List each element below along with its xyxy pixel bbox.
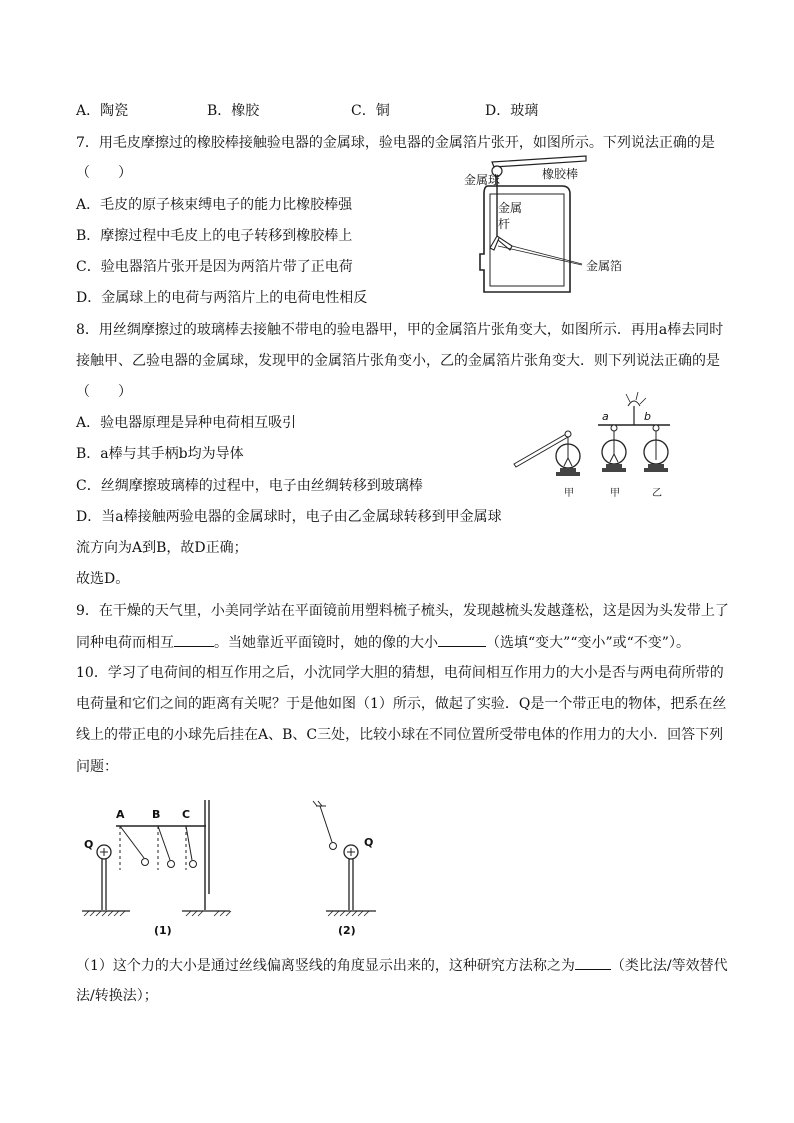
label-A: A <box>116 808 125 821</box>
q7-option-c: C．验电器箔片张开是因为两箔片带了正电荷 <box>76 259 353 275</box>
label-stem-2: 杆 <box>498 217 511 231</box>
q6-option-c: C．铜 <box>351 103 390 119</box>
label-B: B <box>152 808 161 821</box>
q9-blank-2[interactable] <box>438 632 486 647</box>
q10-line2: 电荷量和它们之间的距离有关呢？于是他如图（1）所示，做起了实验．Q是一个带正电的物体，把系在丝 <box>76 696 727 712</box>
q7-option-d: D．金属球上的电荷与两箔片上的电荷电性相反 <box>76 290 368 306</box>
label-b: b <box>644 410 651 423</box>
label-jia-2: 甲 <box>610 488 620 499</box>
q9-line2 <box>76 632 690 653</box>
q8-option-d: D．当a棒接触两验电器的金属球时，电子由乙金属球转移到甲金属球 <box>76 509 502 525</box>
label-jia-1: 甲 <box>564 488 574 499</box>
q10-line1: 10．学习了电荷间的相互作用之后，小沈同学大胆的猜想，电荷间相互作用力的大小是否与两电荷所带的 <box>76 665 724 681</box>
q8-stem-line2: 接触甲、乙验电器的金属球，发现甲的金属箔片张角变小，乙的金属箔片张角变大．则下列说法正确的是 <box>76 353 720 369</box>
q6-option-b: B．橡胶 <box>207 103 260 119</box>
q8-option-a: A．验电器原理是异种电荷相互吸引 <box>76 415 297 431</box>
q7-option-a: A．毛皮的原子核束缚电子的能力比橡胶棒强 <box>76 197 353 213</box>
charge-force-figure <box>74 780 394 940</box>
q9-text-c: （选填“变大”“变小”或“不变”）。 <box>486 635 690 651</box>
q6-option-a: A．陶瓷 <box>76 103 129 119</box>
label-C: C <box>182 808 191 821</box>
q8-stem-line1: 8．用丝绸摩擦过的玻璃棒去接触不带电的验电器甲，甲的金属箔片张角变大，如图所示．再用a棒去同时 <box>76 322 724 338</box>
q7-paren: （ ） <box>76 165 132 181</box>
q8-answer-line2: 故选D。 <box>76 571 130 587</box>
q8-paren: （ ） <box>76 384 132 400</box>
label-a: a <box>602 410 609 423</box>
q8-option-b: B．a棒与其手柄b均为导体 <box>76 446 244 462</box>
q9-text-b: 。当她靠近平面镜时，她的像的大小 <box>214 635 438 651</box>
fig2-charge-stand <box>313 801 376 916</box>
q10-sub1-line2: 法/转换法）； <box>76 988 158 1004</box>
q10-sub1-blank[interactable] <box>575 955 611 970</box>
q6-option-d: D．玻璃 <box>485 103 539 119</box>
q9-line1: 9．在干燥的天气里，小美同学站在平面镜前用塑料梳子梳头，发现越梳头发越蓬松，这是因为头发带上了 <box>76 603 729 619</box>
fig1-charge-stand <box>82 845 130 916</box>
q10-line3: 线上的带正电的小球先后挂在A、B、C三处，比较小球在不同位置所受带电体的作用力的大小．回答下列 <box>76 727 724 743</box>
q10-line4: 问题： <box>76 759 118 775</box>
q10-sub1-text-b: （类比法/等效替代 <box>610 958 728 974</box>
q8-answer-line1: 流方向为A到B，故D正确； <box>76 540 248 556</box>
label-fig-1: (1) <box>154 924 172 937</box>
label-rod: 橡胶棒 <box>542 167 579 181</box>
electroscope-jia-2 <box>602 425 626 472</box>
q10-sub1-line1 <box>76 955 728 976</box>
q8-option-c: C．丝绸摩擦玻璃棒的过程中，电子由丝绸转移到玻璃棒 <box>76 478 423 494</box>
label-Q-1: Q <box>84 838 94 851</box>
rubber-rod <box>492 156 586 167</box>
electroscope-figure <box>464 150 650 300</box>
electroscope-case <box>480 186 570 292</box>
label-ball: 金属球 <box>464 173 501 187</box>
label-stem-1: 金属 <box>498 201 523 215</box>
label-Q-2: Q <box>364 836 374 849</box>
q9-text-a: 同种电荷而相互 <box>76 635 174 651</box>
q7-option-b: B．摩擦过程中毛皮上的电子转移到橡胶棒上 <box>76 228 353 244</box>
three-electroscopes-figure <box>510 392 680 504</box>
label-foil: 金属箔 <box>586 259 623 273</box>
q6-options <box>76 101 676 121</box>
q7-stem: 7．用毛皮摩擦过的橡胶棒接触验电器的金属球，验电器的金属箔片张开，如图所示。下列说法正确的是 <box>76 135 715 151</box>
q9-blank-1[interactable] <box>174 632 214 647</box>
electroscope-yi <box>644 425 668 472</box>
label-fig-2: (2) <box>338 924 356 937</box>
q10-sub1-text-a: （1）这个力的大小是通过丝线偏离竖线的角度显示出来的，这种研究方法称之为 <box>76 958 575 974</box>
label-yi: 乙 <box>652 488 662 499</box>
